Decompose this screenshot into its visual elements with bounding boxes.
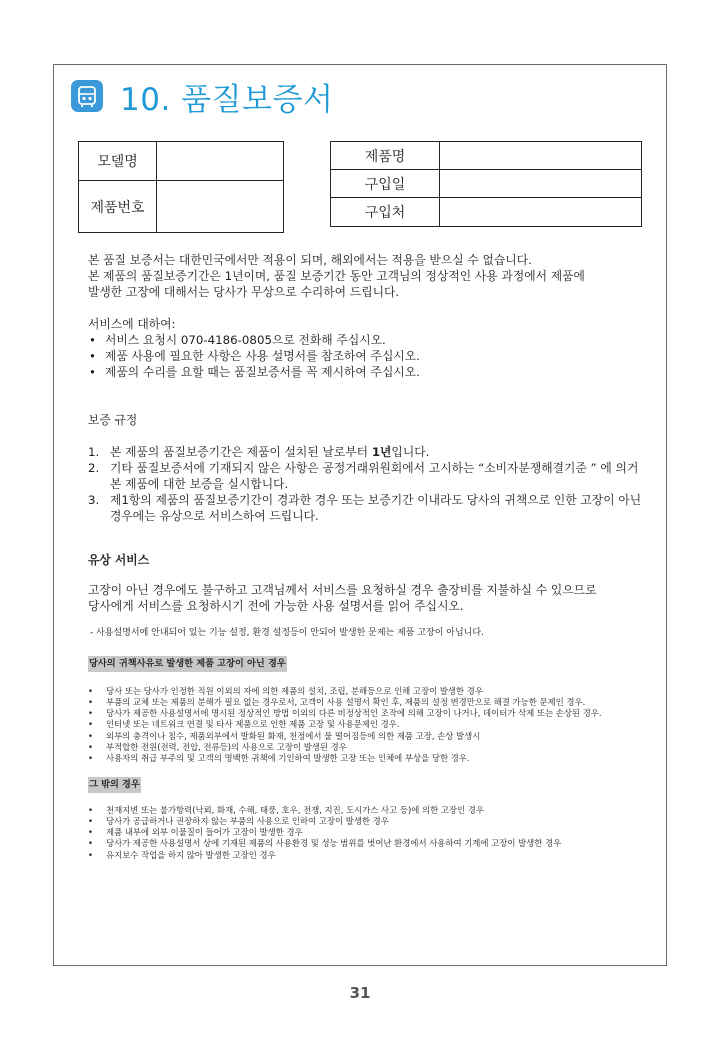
list-item: • 당사가 공급하거나 권장하지 않는 부품의 사용으로 인하여 고장이 발생한 경우	[88, 816, 648, 827]
purchase-place-field[interactable]	[440, 198, 642, 227]
intro-line: 본 품질 보증서는 대한민국에서만 적용이 되며, 해외에서는 적용을 받으실 수 없습니다.	[88, 253, 532, 267]
rule-3: 제1항의 제품의 품질보증기간이 경과한 경우 또는 보증기간 이내라도 당사의 귀책으로 인한 고장이 아닌 경우에는 유상으로 서비스하여 드립니다.	[110, 493, 642, 523]
purchase-date-field[interactable]	[440, 170, 642, 198]
list-item: • 사용자의 취급 부주의 및 고객의 명백한 귀책에 기인하여 발생한 고장 또는 인체에 부상을 당한 경우.	[88, 753, 648, 764]
list-item: • 당사가 제공한 사용설명서 상에 기재된 제품의 사용환경 및 성능 범위를 벗어난 환경에서 사용하여 기계에 고장이 발생한 경우	[88, 838, 648, 849]
list-item: • 제품 사용에 필요한 사항은 사용 설명서를 참조하여 주십시오.	[88, 348, 648, 364]
purchase-date-label: 구입일	[331, 170, 440, 198]
list-item: • 당사 또는 당사가 인정한 직원 이외의 자에 의한 제품의 설치, 조립, 분해등으로 인해 고장이 발생한 경우	[88, 686, 648, 697]
intro-line: 본 제품의 품질보증기간은 1년이며, 품질 보증기간 동안 고객님의 정상적인 사용 과정에서 제품에	[88, 269, 585, 283]
model-field[interactable]	[157, 142, 284, 181]
section-title: 10. 품질보증서	[120, 81, 334, 118]
list-item: 1. 본 제품의 품질보증기간은 제품이 설치된 날로부터 1년입니다.	[88, 445, 430, 459]
rule-1-bold: 1년	[371, 445, 392, 459]
rules-list	[88, 444, 648, 524]
page-number: 31	[349, 984, 371, 1002]
service-heading: 서비스에 대하여:	[88, 317, 176, 331]
list-item: • 천재지변 또는 불가항력(낙뢰, 화재, 수해, 태풍, 호우, 전쟁, 지진, 도시가스 사고 등)에 의한 고장인 경우	[88, 805, 648, 816]
paid-note: - 사용설명서에 안내되어 있는 기능 설정, 환경 설정등이 안되어 발생한 문제는 제품 고장이 아닙니다.	[90, 628, 484, 638]
product-label: 제품명	[331, 142, 440, 170]
list-item: • 서비스 요청시 070-4186-0805으로 전화해 주십시오.	[88, 332, 648, 348]
list-item: 3. 제1항의 제품의 품질보증기간이 경과한 경우 또는 보증기간 이내라도 당사의 귀책으로 인한 고장이 아닌 경우에는 유상으로 서비스하여 드립니다.	[88, 493, 642, 523]
product-field[interactable]	[440, 142, 642, 170]
model-label: 모델명	[79, 142, 157, 181]
other-heading: 그 밖의 경우	[88, 777, 141, 793]
warranty-body	[88, 252, 648, 861]
list-item: • 제품의 수리를 요할 때는 품질보증서를 꼭 제시하여 주십시오.	[88, 364, 648, 380]
rule-1-post: 입니다.	[391, 445, 430, 459]
intro-line: 발생한 고장에 대해서는 당사가 무상으로 수리하여 드립니다.	[88, 285, 400, 299]
rule-2: 기타 품질보증서에 기재되지 않은 사항은 공정거래위원회에서 고시하는 “소비자분쟁해결기준 ” 에 의거 본 제품에 대한 보증을 실시합니다.	[110, 461, 639, 491]
user-fault-heading: 당사의 귀책사유로 발생한 제품 고장이 아닌 경우	[88, 656, 287, 672]
serial-label: 제품번호	[79, 181, 157, 233]
model-info-table	[78, 141, 284, 233]
list-item: • 외부의 충격이나 침수, 제품외부에서 발화된 화재, 천정에서 물 떨어짐등에 의한 제품 고장, 손상 발생시	[88, 731, 648, 742]
list-item: 2. 기타 품질보증서에 기재되지 않은 사항은 공정거래위원회에서 고시하는 “소비자분쟁해결기준 ” 에 의거 본 제품에 대한 보증을 실시합니다.	[88, 461, 639, 491]
purchase-info-table	[330, 141, 642, 227]
list-item: • 인터넷 또는 네트워크 연결 및 타사 제품으로 인한 제품 고장 및 사용문제인 경우.	[88, 719, 648, 730]
rules-heading: 보증 규정	[88, 413, 138, 427]
other-list	[88, 805, 648, 861]
list-item: • 제품 내부에 외부 이물질이 들어가 고장이 발생한 경우	[88, 827, 648, 838]
rule-1-pre: 본 제품의 품질보증기간은 제품이 설치된 날로부터	[110, 445, 372, 459]
service-list	[88, 332, 648, 380]
washer-icon	[71, 80, 103, 112]
section-header	[71, 76, 333, 116]
list-item: • 부적합한 전원(전력, 전압, 전류등)의 사용으로 고장이 발생된 경우	[88, 742, 648, 753]
purchase-place-label: 구입처	[331, 198, 440, 227]
user-fault-list	[88, 686, 648, 765]
list-item: • 유지보수 작업을 하지 않아 발생한 고장인 경우	[88, 850, 648, 861]
list-item: • 부품의 교체 또는 제품의 분해가 필요 없는 경우로서, 고객이 사용 설명서 확인 후, 제품의 설정 변경만으로 해결 가능한 문제인 경우.	[88, 697, 648, 708]
list-item: • 당사가 제공한 사용설명서에 명시된 정상적인 방법 이외의 다른 비정상적인 조작에 의해 고장이 나거나, 데이터가 삭제 또는 손상된 경우.	[88, 708, 648, 719]
paid-text: 당사에게 서비스를 요청하시기 전에 가능한 사용 설명서를 읽어 주십시오.	[88, 599, 464, 613]
paid-text: 고장이 아닌 경우에도 불구하고 고객님께서 서비스를 요청하실 경우 출장비를 지불하실 수 있으므로	[88, 583, 597, 597]
serial-field[interactable]	[157, 181, 284, 233]
paid-heading: 유상 서비스	[88, 553, 150, 567]
